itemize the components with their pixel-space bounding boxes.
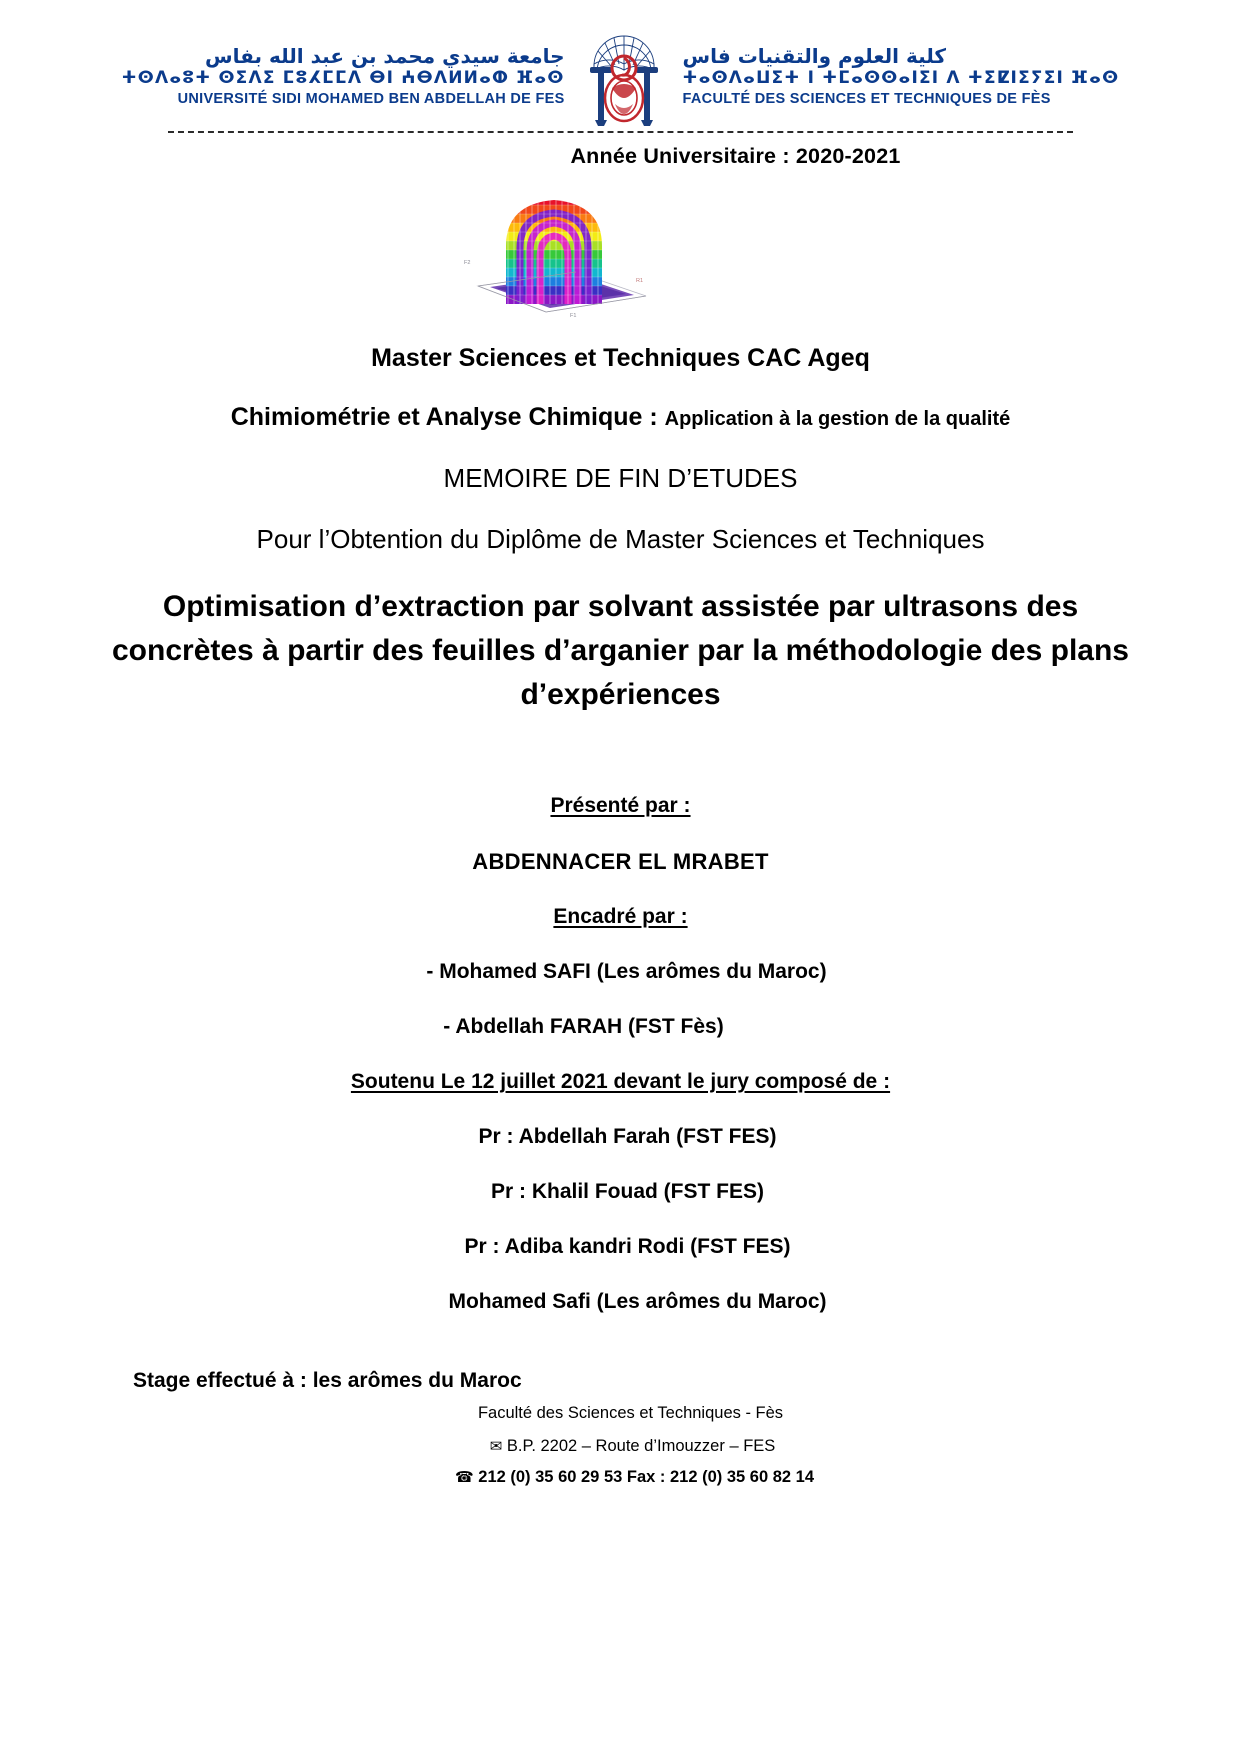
defense-statement: Soutenu Le 12 juillet 2021 devant le jury composé de : xyxy=(350,1070,891,1094)
presented-by-label: Présenté par : xyxy=(550,794,691,818)
footer-phone-line xyxy=(0,1468,1241,1487)
footer-phone: 212 (0) 35 60 29 53 Fax : 212 (0) 35 60 82 14 xyxy=(478,1468,815,1486)
faculty-name-arabic: كلية العلوم والتقنيات فاس xyxy=(682,43,947,68)
specialty-sub: Application à la gestion de la qualité xyxy=(664,408,1011,430)
faculty-identity xyxy=(677,45,1120,108)
footer-institution: Faculté des Sciences et Techniques - Fès xyxy=(477,1404,784,1422)
figure-axis-f1-label: F1 xyxy=(570,313,577,318)
telephone-icon: ☎ xyxy=(454,1468,474,1486)
specialty-main: Chimiométrie et Analyse Chimique xyxy=(230,403,643,431)
title-page-content xyxy=(0,330,1241,1314)
response-surface-figure xyxy=(450,186,655,318)
university-name-tifinagh: ⵜⵙⴷⴰⵓⵜ ⵙⵉⴷⵉ ⵎⵓⵃⵎⵎⴷ ⴱⵏ ⵄⴱⴷⵍⵍⴰⵀ ⴼⴰⵙ xyxy=(121,68,565,89)
supervised-by-label: Encadré par : xyxy=(553,905,688,929)
internship-location: Stage effectué à : les arômes du Maroc xyxy=(133,1369,522,1392)
supervisor-item: - Mohamed SAFI (Les arômes du Maroc) xyxy=(426,960,827,984)
university-name-latin: UNIVERSITÉ SIDI MOHAMED BEN ABDELLAH DE FES xyxy=(177,91,565,108)
specialty-separator: : xyxy=(642,403,665,431)
specialty-line xyxy=(0,403,1241,432)
footer-address: B.P. 2202 – Route d’Imouzzer – FES xyxy=(506,1437,776,1455)
jury-member: Pr : Abdellah Farah (FST FES) xyxy=(478,1125,777,1149)
faculty-name-tifinagh: ⵜⴰⵙⴷⴰⵡⵉⵜ ⵏ ⵜⵎⴰⵙⵙⴰⵏⵉⵏ ⴷ ⵜⵉⵇⵏⵉⵢⵉⵏ ⴼⴰⵙ xyxy=(682,68,1120,89)
degree-purpose: Pour l’Obtention du Diplôme de Master Sciences et Techniques xyxy=(256,524,985,554)
university-crest-icon xyxy=(581,24,667,128)
university-name-arabic: جامعة سيدي محمد بن عبد الله بفاس xyxy=(205,43,565,68)
document-type: MEMOIRE DE FIN D’ETUDES xyxy=(443,463,798,493)
figure-axis-r1-label: R1 xyxy=(636,278,644,284)
program-name: Master Sciences et Techniques CAC Ageq xyxy=(371,344,870,372)
author-name: ABDENNACER EL MRABET xyxy=(472,849,769,875)
figure-axis-f2-label: F2 xyxy=(464,260,471,266)
jury-member: Mohamed Safi (Les arômes du Maroc) xyxy=(448,1290,827,1314)
supervisor-item: - Abdellah FARAH (FST Fès) xyxy=(443,1015,724,1039)
document-header xyxy=(0,22,1241,130)
header-divider xyxy=(168,131,1073,133)
jury-member: Pr : Khalil Fouad (FST FES) xyxy=(491,1180,764,1204)
thesis-title: Optimisation d’extraction par solvant assistée par ultrasons des concrètes à partir des feuilles d’arganier par la méthodologie des plans d’expériences xyxy=(112,589,1129,711)
university-identity xyxy=(122,45,571,108)
jury-member: Pr : Adiba kandri Rodi (FST FES) xyxy=(464,1235,791,1259)
academic-year: Année Universitaire : 2020-2021 xyxy=(570,144,901,168)
footer-address-line xyxy=(0,1437,1241,1456)
envelope-icon: ✉ xyxy=(489,1437,503,1455)
faculty-name-latin: FACULTÉ DES SCIENCES ET TECHNIQUES DE FÈS xyxy=(682,91,1051,108)
